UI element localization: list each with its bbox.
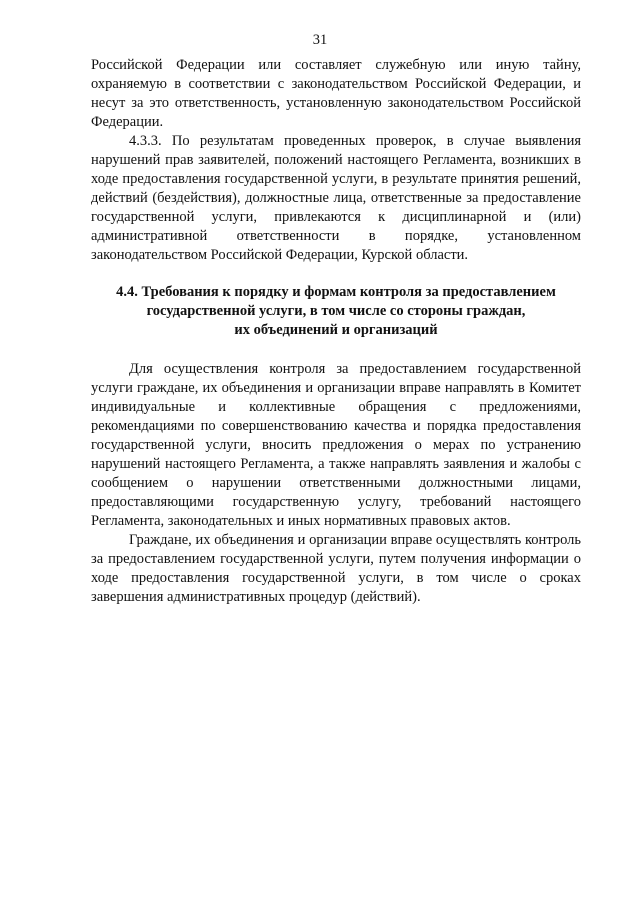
document-body — [91, 56, 581, 607]
page-number: 31 — [312, 32, 328, 48]
paragraph-citizens-control: Граждане, их объединения и организации вправе осуществлять контроль за предоставлением государственной услуги, путем получения информации о ходе предоставления государственной услуги, в том числе о сроках завершения административных процедур (действий). — [91, 532, 581, 605]
paragraph-control-rights: Для осуществления контроля за предоставлением государственной услуги граждане, их объединения и организации вправе направлять в Комитет индивидуальные и коллективные обращения с предложениями, рекомендациями по совершенствованию качества и порядка предоставления государственной услуги, вносить предложения о мерах по устранению нарушений настоящего Регламента, а также направлять заявления и жалобы с сообщением о нарушении ответственными должностными лицами, предоставляющими государственную услугу, требований настоящего Регламента, законодательных и иных нормативных правовых актов. — [91, 361, 581, 529]
paragraph-4-3-3: 4.3.3. По результатам проведенных проверок, в случае выявления нарушений прав заявителей, положений настоящего Регламента, возникших в ходе предоставления государственной услуги, в результате принятия решений, действий (бездействия), должностные лица, ответственные за предоставление государственной услуги, привлекаются к дисциплинарной и (или) административной ответственности в порядке, установленном законодательством Российской Федерации, Курской области. — [91, 133, 581, 263]
section-heading-line: 4.4. Требования к порядку и формам контроля за предоставлением — [116, 284, 556, 300]
paragraph-continuation: Российской Федерации или составляет служебную или иную тайну, охраняемую в соответствии с законодательством Российской Федерации, и несут за это ответственность, установленную законодательством Российской Федерации. — [91, 57, 581, 130]
section-heading-line: их объединений и организаций — [234, 322, 438, 338]
section-heading-line: государственной услуги, в том числе со стороны граждан, — [146, 303, 526, 319]
section-heading-4-4 — [91, 283, 581, 340]
